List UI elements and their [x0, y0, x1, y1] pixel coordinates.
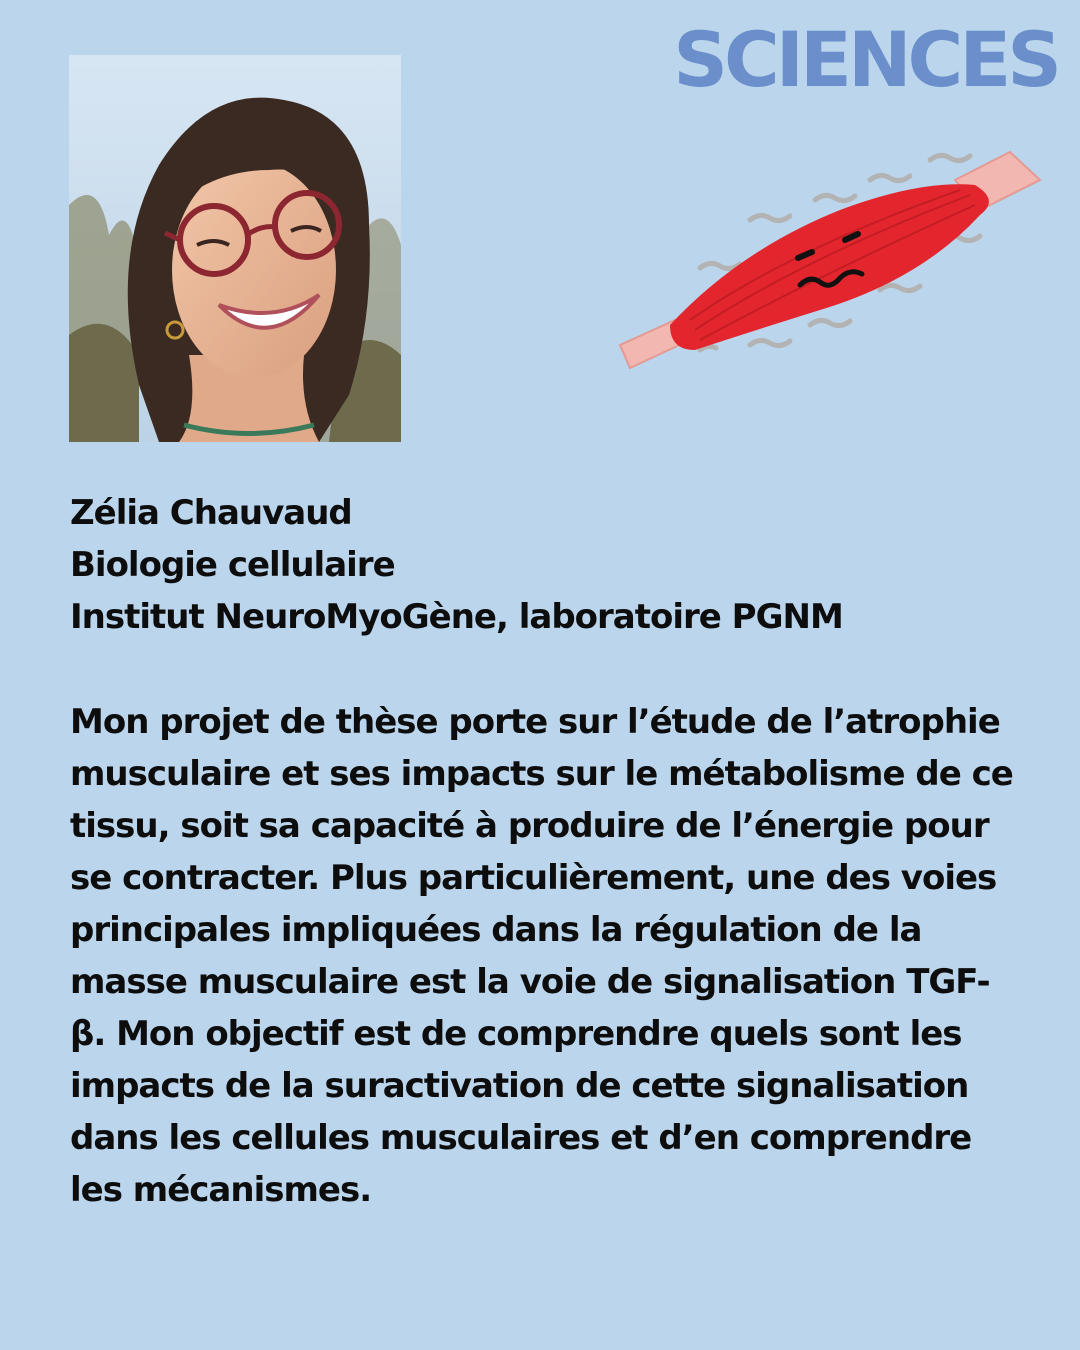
project-description: Mon projet de thèse porte sur l’étude de l’atrophie musculaire et ses impacts sur le métabolisme de ce tissu, soit sa capacité à produire de l’énergie pour se contracter. Plus particulièrement, une des voies principales impliquées dans la régulation de la masse musculaire est la voie de signalisation TGF-β. Mon objectif est de comprendre quels sont les impacts de la suractivation de cette signalisation dans les cellules musculaires et d’en comprendre les mécanismes.: [70, 702, 1013, 1210]
person-name: Zélia Chauvaud: [70, 493, 352, 533]
category-title: SCIENCES: [673, 15, 1058, 104]
person-institution: Institut NeuroMyoGène, laboratoire PGNM: [70, 597, 843, 637]
sad-muscle-icon: [600, 140, 1060, 390]
muscle-illustration: [600, 140, 1060, 390]
person-field: Biologie cellulaire: [70, 545, 395, 585]
portrait-illustration: [69, 55, 401, 442]
identity-block: [70, 487, 1030, 643]
project-description-block: [70, 696, 1020, 1216]
portrait-photo: [69, 55, 401, 442]
